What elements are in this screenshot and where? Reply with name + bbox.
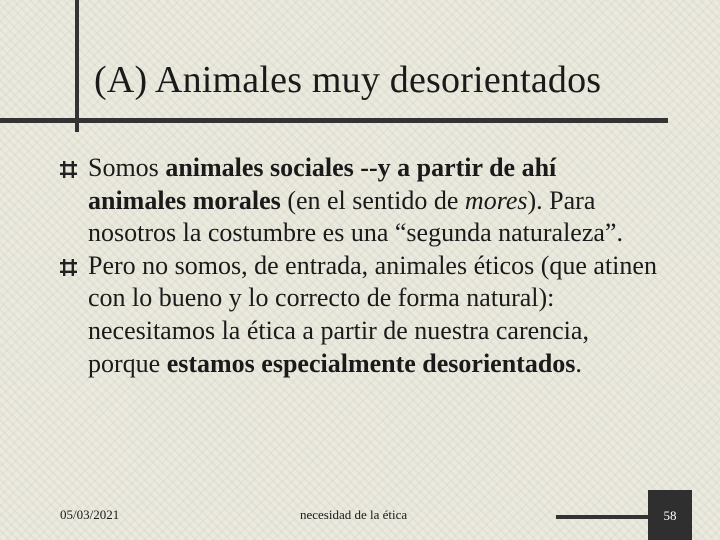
bullet-item-1 [60,152,660,250]
slide-body [60,152,660,380]
bullet-2-text: Pero no somos, de entrada, animales éticos (que atinen con lo bueno y lo correcto de forma natural): necesitamos la ética a partir de nuestra carencia, porque estamos especialmente desorientados. [88,250,657,378]
bullet-item-2 [60,250,660,380]
title-area [0,0,720,130]
footer-rule [556,515,650,519]
page-number-box [648,490,692,540]
page-number: 58 [663,508,677,523]
title-vertical-rule [75,0,79,132]
slide-title: (A) Animales muy desorientados [94,59,602,101]
footer-center-text: necesidad de la ética [300,507,408,522]
bullet-square-icon [60,161,77,178]
bullet-1-text: Somos animales sociales --y a partir de ahí animales morales (en el sentido de mores). Para nosotros la costumbre es una “segunda naturaleza”. [88,153,623,248]
title-horizontal-rule [0,118,668,123]
bullet-square-icon [60,259,77,276]
footer-date: 05/03/2021 [60,507,120,522]
